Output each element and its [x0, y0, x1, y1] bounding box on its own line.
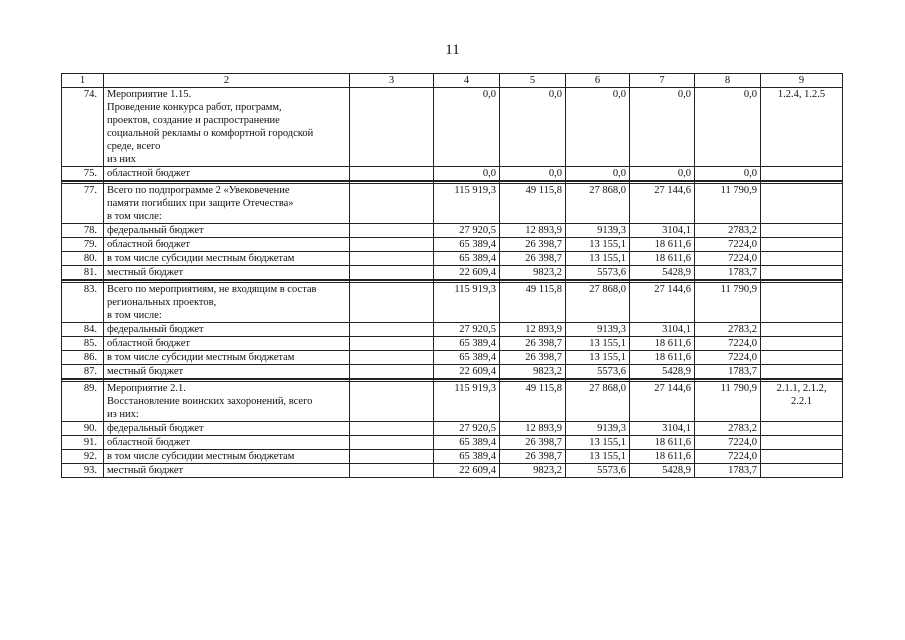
amount-cell: 27 920,5 [434, 224, 500, 238]
target-indicator-cell [761, 436, 843, 450]
amount-cell: 0,0 [500, 88, 566, 167]
amount-cell: 7224,0 [695, 450, 761, 464]
amount-cell: 5573,6 [566, 266, 630, 281]
amount-cell: 7224,0 [695, 337, 761, 351]
amount-cell: 9139,3 [566, 323, 630, 337]
row-number-cell: 86. [62, 351, 104, 365]
description-cell: областной бюджет [104, 436, 350, 450]
row-number-cell: 79. [62, 238, 104, 252]
target-indicator-cell [761, 224, 843, 238]
row-number-cell: 84. [62, 323, 104, 337]
amount-cell: 26 398,7 [500, 252, 566, 266]
column-3-cell [350, 184, 434, 224]
target-indicator-cell [761, 252, 843, 266]
amount-cell: 12 893,9 [500, 422, 566, 436]
table-row [62, 224, 843, 238]
amount-cell: 18 611,6 [630, 436, 695, 450]
amount-cell: 2783,2 [695, 224, 761, 238]
amount-cell: 65 389,4 [434, 436, 500, 450]
amount-cell: 7224,0 [695, 238, 761, 252]
column-3-cell [350, 266, 434, 281]
row-number-cell: 90. [62, 422, 104, 436]
table-row [62, 184, 843, 224]
table-row [62, 238, 843, 252]
amount-cell: 0,0 [434, 88, 500, 167]
amount-cell: 65 389,4 [434, 337, 500, 351]
amount-cell: 1783,7 [695, 365, 761, 380]
column-3-cell [350, 337, 434, 351]
description-cell: Мероприятие 1.15. Проведение конкурса работ, программ, проектов, создание и распространение социальной рекламы о комфортной городской среде, всего из них [104, 88, 350, 167]
amount-cell: 27 920,5 [434, 323, 500, 337]
amount-cell: 27 868,0 [566, 283, 630, 323]
description-cell: местный бюджет [104, 464, 350, 478]
amount-cell: 3104,1 [630, 323, 695, 337]
table-header-row [62, 74, 843, 88]
amount-cell: 22 609,4 [434, 365, 500, 380]
amount-cell: 13 155,1 [566, 238, 630, 252]
amount-cell: 27 920,5 [434, 422, 500, 436]
target-indicator-cell [761, 266, 843, 281]
amount-cell: 13 155,1 [566, 252, 630, 266]
amount-cell: 115 919,3 [434, 382, 500, 422]
row-number-cell: 81. [62, 266, 104, 281]
target-indicator-cell [761, 184, 843, 224]
amount-cell: 11 790,9 [695, 283, 761, 323]
amount-cell: 18 611,6 [630, 238, 695, 252]
column-3-cell [350, 382, 434, 422]
amount-cell: 0,0 [566, 167, 630, 182]
amount-cell: 0,0 [630, 167, 695, 182]
amount-cell: 3104,1 [630, 224, 695, 238]
target-indicator-cell [761, 167, 843, 182]
amount-cell: 0,0 [434, 167, 500, 182]
amount-cell: 9139,3 [566, 422, 630, 436]
row-number-cell: 75. [62, 167, 104, 182]
description-cell: в том числе субсидии местным бюджетам [104, 252, 350, 266]
amount-cell: 7224,0 [695, 252, 761, 266]
description-cell: Всего по подпрограмме 2 «Увековечение памяти погибших при защите Отечества» в том числе: [104, 184, 350, 224]
amount-cell: 18 611,6 [630, 351, 695, 365]
column-header: 1 [62, 74, 104, 88]
amount-cell: 13 155,1 [566, 351, 630, 365]
amount-cell: 9823,2 [500, 464, 566, 478]
column-3-cell [350, 283, 434, 323]
description-cell: местный бюджет [104, 365, 350, 380]
amount-cell: 9139,3 [566, 224, 630, 238]
amount-cell: 13 155,1 [566, 450, 630, 464]
target-indicator-cell [761, 450, 843, 464]
amount-cell: 18 611,6 [630, 450, 695, 464]
amount-cell: 3104,1 [630, 422, 695, 436]
column-header: 7 [630, 74, 695, 88]
amount-cell: 65 389,4 [434, 238, 500, 252]
amount-cell: 115 919,3 [434, 184, 500, 224]
row-number-cell: 85. [62, 337, 104, 351]
column-3-cell [350, 464, 434, 478]
row-number-cell: 74. [62, 88, 104, 167]
target-indicator-cell [761, 422, 843, 436]
column-3-cell [350, 323, 434, 337]
column-3-cell [350, 167, 434, 182]
column-header: 8 [695, 74, 761, 88]
table-row [62, 422, 843, 436]
amount-cell: 27 868,0 [566, 184, 630, 224]
amount-cell: 9823,2 [500, 266, 566, 281]
column-header: 6 [566, 74, 630, 88]
target-indicator-cell [761, 238, 843, 252]
amount-cell: 18 611,6 [630, 252, 695, 266]
amount-cell: 5428,9 [630, 464, 695, 478]
amount-cell: 26 398,7 [500, 450, 566, 464]
row-number-cell: 78. [62, 224, 104, 238]
target-indicator-cell [761, 464, 843, 478]
column-header: 4 [434, 74, 500, 88]
description-cell: федеральный бюджет [104, 323, 350, 337]
amount-cell: 65 389,4 [434, 351, 500, 365]
column-3-cell [350, 422, 434, 436]
table-row [62, 450, 843, 464]
target-indicator-cell: 2.1.1, 2.1.2, 2.2.1 [761, 382, 843, 422]
amount-cell: 7224,0 [695, 351, 761, 365]
amount-cell: 1783,7 [695, 266, 761, 281]
amount-cell: 65 389,4 [434, 450, 500, 464]
row-number-cell: 91. [62, 436, 104, 450]
description-cell: в том числе субсидии местным бюджетам [104, 351, 350, 365]
table-row [62, 283, 843, 323]
row-number-cell: 80. [62, 252, 104, 266]
amount-cell: 12 893,9 [500, 323, 566, 337]
amount-cell: 26 398,7 [500, 238, 566, 252]
amount-cell: 65 389,4 [434, 252, 500, 266]
table-row [62, 436, 843, 450]
table-row [62, 88, 843, 167]
amount-cell: 22 609,4 [434, 266, 500, 281]
amount-cell: 27 144,6 [630, 283, 695, 323]
amount-cell: 27 144,6 [630, 184, 695, 224]
column-3-cell [350, 238, 434, 252]
amount-cell: 0,0 [500, 167, 566, 182]
column-3-cell [350, 224, 434, 238]
description-cell: местный бюджет [104, 266, 350, 281]
table-row [62, 167, 843, 182]
budget-table [61, 73, 843, 478]
column-header: 9 [761, 74, 843, 88]
table-row [62, 365, 843, 380]
target-indicator-cell [761, 365, 843, 380]
column-3-cell [350, 436, 434, 450]
table-row [62, 464, 843, 478]
column-3-cell [350, 365, 434, 380]
table-row [62, 323, 843, 337]
description-cell: Всего по мероприятиям, не входящим в состав региональных проектов, в том числе: [104, 283, 350, 323]
amount-cell: 49 115,8 [500, 184, 566, 224]
amount-cell: 26 398,7 [500, 351, 566, 365]
amount-cell: 18 611,6 [630, 337, 695, 351]
row-number-cell: 89. [62, 382, 104, 422]
amount-cell: 2783,2 [695, 323, 761, 337]
row-number-cell: 92. [62, 450, 104, 464]
amount-cell: 27 868,0 [566, 382, 630, 422]
column-3-cell [350, 450, 434, 464]
row-number-cell: 77. [62, 184, 104, 224]
description-cell: федеральный бюджет [104, 224, 350, 238]
target-indicator-cell [761, 351, 843, 365]
target-indicator-cell: 1.2.4, 1.2.5 [761, 88, 843, 167]
amount-cell: 0,0 [630, 88, 695, 167]
table-row [62, 252, 843, 266]
amount-cell: 5573,6 [566, 365, 630, 380]
amount-cell: 27 144,6 [630, 382, 695, 422]
description-cell: федеральный бюджет [104, 422, 350, 436]
amount-cell: 11 790,9 [695, 382, 761, 422]
amount-cell: 13 155,1 [566, 436, 630, 450]
amount-cell: 11 790,9 [695, 184, 761, 224]
description-cell: областной бюджет [104, 337, 350, 351]
amount-cell: 9823,2 [500, 365, 566, 380]
amount-cell: 2783,2 [695, 422, 761, 436]
description-cell: Мероприятие 2.1. Восстановление воинских захоронений, всего из них: [104, 382, 350, 422]
page-number: 11 [445, 42, 460, 58]
amount-cell: 13 155,1 [566, 337, 630, 351]
row-number-cell: 87. [62, 365, 104, 380]
table-row [62, 266, 843, 281]
table-row [62, 337, 843, 351]
amount-cell: 5428,9 [630, 365, 695, 380]
table-row [62, 351, 843, 365]
row-number-cell: 93. [62, 464, 104, 478]
target-indicator-cell [761, 283, 843, 323]
amount-cell: 12 893,9 [500, 224, 566, 238]
column-header: 5 [500, 74, 566, 88]
target-indicator-cell [761, 323, 843, 337]
target-indicator-cell [761, 337, 843, 351]
column-3-cell [350, 88, 434, 167]
amount-cell: 26 398,7 [500, 436, 566, 450]
row-number-cell: 83. [62, 283, 104, 323]
column-header: 3 [350, 74, 434, 88]
amount-cell: 0,0 [695, 167, 761, 182]
amount-cell: 5428,9 [630, 266, 695, 281]
description-cell: в том числе субсидии местным бюджетам [104, 450, 350, 464]
amount-cell: 49 115,8 [500, 382, 566, 422]
amount-cell: 115 919,3 [434, 283, 500, 323]
column-header: 2 [104, 74, 350, 88]
description-cell: областной бюджет [104, 167, 350, 182]
amount-cell: 26 398,7 [500, 337, 566, 351]
amount-cell: 49 115,8 [500, 283, 566, 323]
description-cell: областной бюджет [104, 238, 350, 252]
column-3-cell [350, 351, 434, 365]
table-row [62, 382, 843, 422]
amount-cell: 1783,7 [695, 464, 761, 478]
amount-cell: 0,0 [695, 88, 761, 167]
amount-cell: 22 609,4 [434, 464, 500, 478]
column-3-cell [350, 252, 434, 266]
amount-cell: 5573,6 [566, 464, 630, 478]
amount-cell: 0,0 [566, 88, 630, 167]
amount-cell: 7224,0 [695, 436, 761, 450]
